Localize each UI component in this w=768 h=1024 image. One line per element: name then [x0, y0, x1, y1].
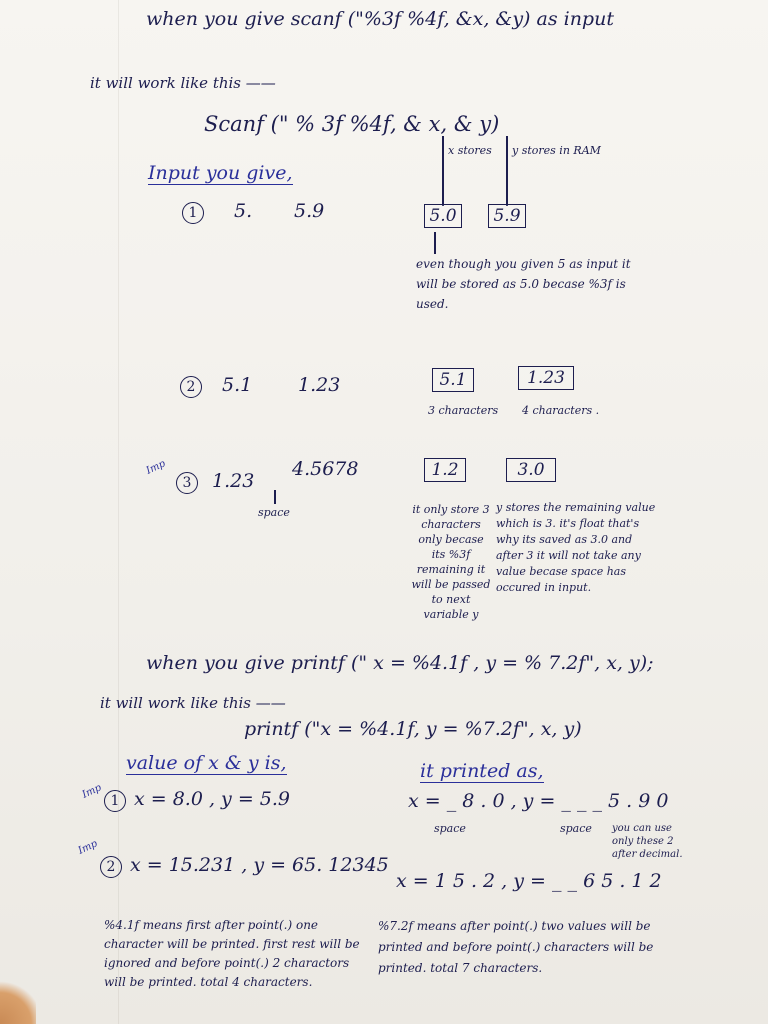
- printed-as-heading: it printed as,: [420, 760, 544, 782]
- row1-printed: x = _ 8 . 0 , y = _ _ _ 5 . 9 0: [408, 790, 669, 812]
- row1-value: [104, 788, 290, 812]
- arrow-y-line: [506, 136, 508, 206]
- x-stores-label: x stores: [448, 144, 492, 157]
- example3-imp-tag: Imp: [144, 458, 168, 477]
- example2-note-x: 3 characters: [428, 404, 499, 417]
- row1-number: 1: [104, 790, 126, 812]
- example1-number: 1: [182, 202, 204, 224]
- example3-box-y: 3.0: [506, 458, 556, 482]
- row1-note: you can use only these 2 after decimal.: [612, 823, 683, 860]
- example2-row: [180, 374, 210, 398]
- example2-note-y: 4 characters .: [522, 404, 600, 417]
- row2-number: 2: [100, 856, 122, 878]
- format-7-2f-explanation: %7.2f means after point(.) two values will be printed and before point(.) characters will be printed. total 7 characters.: [378, 919, 654, 975]
- example3-number: 3: [176, 472, 198, 494]
- example3-space-label: space: [258, 506, 290, 519]
- example3-box-x: 1.2: [424, 458, 466, 482]
- row2-value: [100, 854, 389, 878]
- example3-input-b: 4.5678: [292, 458, 359, 480]
- example3-note-x: it only store 3 characters only becase its %3f remaining it will be passed to next variable y: [411, 503, 491, 621]
- example2-box-y: 1.23: [518, 366, 574, 390]
- printf-statement: printf ("x = %4.1f, y = %7.2f", x, y): [244, 718, 582, 740]
- row1-imp-tag: Imp: [80, 782, 104, 801]
- arrow-x-line: [442, 136, 444, 206]
- row2-imp-tag: Imp: [76, 838, 100, 857]
- row2-printed: x = 1 5 . 2 , y = _ _ 6 5 . 1 2: [396, 870, 662, 892]
- printf-intro-line: when you give printf (" x = %4.1f , y = % 7.2f", x, y);: [146, 652, 654, 674]
- example1-box-x: 5.0: [424, 204, 462, 228]
- printf-works-like-line: it will work like this ——: [100, 694, 286, 712]
- example1-input-a: 5.: [234, 200, 253, 222]
- example1-note: even though you given 5 as input it will be stored as 5.0 becase %3f is used.: [416, 257, 631, 311]
- example2-number: 2: [180, 376, 202, 398]
- example1-row: [182, 200, 212, 224]
- row1-space-label-2: space: [560, 822, 592, 835]
- row2-value-text: x = 15.231 , y = 65. 12345: [130, 854, 389, 876]
- row1-space-label-1: space: [434, 822, 466, 835]
- format-4-1f-explanation: %4.1f means first after point(.) one character will be printed. first rest will be ignored and before point(.) 2 charactors will be printed. total 4 characters.: [104, 918, 360, 989]
- space-arrow: [274, 490, 276, 504]
- example1-note-arrow: [434, 232, 436, 254]
- y-stores-label: y stores in RAM: [512, 144, 601, 157]
- scanf-statement: Scanf (" % 3f %4f, & x, & y): [204, 112, 500, 136]
- example3-input-a: 1.23: [212, 470, 255, 492]
- example2-input-b: 1.23: [298, 374, 341, 396]
- example1-input-b: 5.9: [294, 200, 325, 222]
- example2-input-a: 5.1: [222, 374, 253, 396]
- input-you-give-heading: Input you give,: [148, 162, 293, 184]
- scanf-intro-line: when you give scanf ("%3f %4f, &x, &y) as input: [146, 8, 614, 30]
- thumb-edge: [0, 980, 36, 1024]
- example3-row: [176, 470, 206, 494]
- row1-value-text: x = 8.0 , y = 5.9: [134, 788, 290, 810]
- example1-box-y: 5.9: [488, 204, 526, 228]
- works-like-line: it will work like this ——: [90, 74, 276, 92]
- example3-note-y: y stores the remaining value which is 3. it's float that's why its saved as 3.0 and after 3 it will not take any value becase space has occured in input.: [496, 501, 656, 594]
- example2-box-x: 5.1: [432, 368, 474, 392]
- value-of-xy-heading: value of x & y is,: [126, 752, 287, 774]
